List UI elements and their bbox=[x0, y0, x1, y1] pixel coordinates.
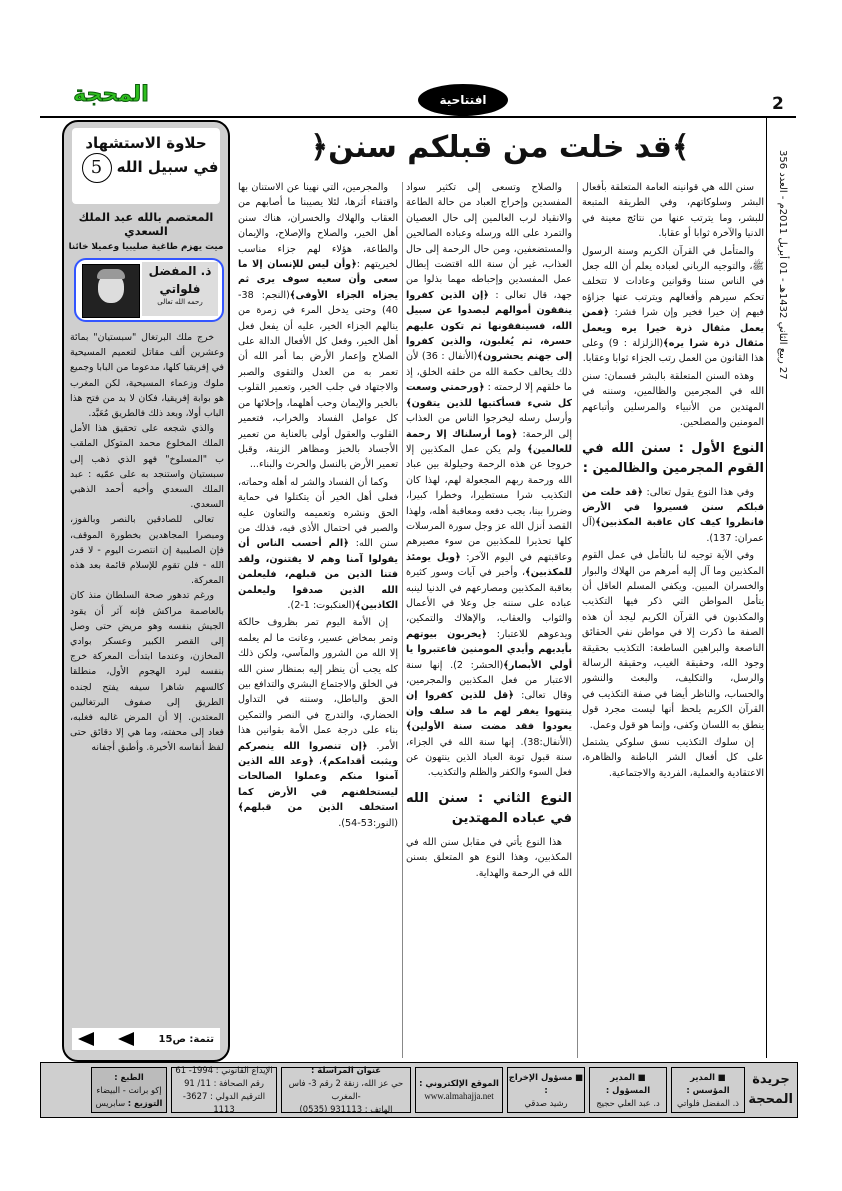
quran-quote: ﴿قد خلت من قبلكم سنن فسيروا في الأرض فانظروا كيف كان عاقبة المكذبين﴾ bbox=[582, 486, 764, 529]
text-run: وكما أن الفساد والشر له أهله وحماته، فعلى أهل الخير أن يتكتلوا في حماية الحق ونشره وتعميمه والتعاون عليه والصبر في احتمال الأذى فيه، فذلك من سنن الله: bbox=[238, 476, 398, 550]
quran-quote: ﴿وأن ليس للإنسان إلا ما سعى وأن سعيه سوف يرى ثم يجزاه الجزاء الأوفى﴾ bbox=[238, 259, 398, 301]
founder-name: ذ. المفضل فلواتي bbox=[676, 1097, 740, 1108]
director-name: د. عبد العلي حجيج bbox=[596, 1097, 660, 1108]
article-column-2 bbox=[406, 180, 572, 1058]
column-divider bbox=[402, 182, 403, 1058]
text-run: وفي هذا النوع يقول تعالى: bbox=[642, 486, 754, 498]
paragraph bbox=[582, 548, 764, 733]
continuation-label: تتمة: ص15 bbox=[158, 1033, 214, 1045]
text-run: والمتأمل في القرآن الكريم وسنة الرسول ﷺ، والتوجيه الرباني لعباده يعلم أن الله جعل في الناس سننا وقوانين وعادات لا تتخلف تحكم سيرهم وأفعالهم ويترتب عنها جزاؤه فيهم إن خيرا فخير وإن شرا فشر: bbox=[582, 245, 764, 319]
layout-name: رشيد صدقي bbox=[524, 1097, 568, 1108]
legal-deposit: الإيداع القانوني : 1994- 61 bbox=[175, 1065, 273, 1075]
sidebar-title-box bbox=[72, 128, 220, 204]
sidebar-paragraph: ورغم تدهور صحة السلطان منذ كان بالعاصمة مراكش فإنه آثر أن يقود الجيش بنفسه وهو مريض حتى وصل إلى القصر الكبير وعسكر بوادي المخازن، وعندما ابتدأت المعركة خرج بنفسه ليرد الهجوم الأول، منطلقا كالسهم شاهرا سيفه يفتح لجنده الطريق إلى صفوف البرتغاليين المعتدين. إلا أن المرض غالبه فغلبه، فعاد إلى محفته، وما هي إلا دقائق حتى لفظ أنفاسه الأخيرة. وأطبق أجفانه bbox=[70, 590, 224, 754]
arrow-left-icon bbox=[78, 1032, 94, 1046]
author-name-1: ذ. المفضل bbox=[148, 264, 212, 278]
director-cell bbox=[589, 1067, 667, 1113]
text-run: (الحشر: 2). إنها سنة الاعتبار من فعل المكذبين والمجرمين، وقال تعالى: bbox=[406, 659, 572, 702]
sidebar-body bbox=[70, 330, 224, 1020]
text-run: وأرسل رسله ليخرجوا الناس من العذاب إلى الرحمة: bbox=[406, 413, 572, 440]
text-run: (الأنفال:38). إنها سنة الله في الجزاء، سنة قبول توبة العباد الذين ينتهون عن فعل السوء والكفر والظلم والتكذيب. bbox=[406, 736, 572, 779]
column-divider bbox=[577, 182, 578, 1058]
address-cell bbox=[281, 1067, 411, 1113]
paragraph bbox=[238, 180, 398, 473]
sidebar-subheadline: ميت يهزم طاغية صليبيا وعميلا خائنا bbox=[68, 242, 224, 252]
sidebar-paragraph: خرج ملك البرتغال "سبستيان" بمائة وعشرين ألف مقاتل لتعميم المسيحية في إفريقيا كلها، مدعوما من البابا وجميع ملوك وزعماء المسيحية، لكن المغرب هو بوابة إفريقيا، فكان لا بد من فتح هذا الباب أولا، وبعد ذلك فالطريق مُعَبَّد. bbox=[70, 332, 224, 420]
column-divider bbox=[766, 118, 767, 1058]
text-run: (الأنفال : 36) لأن ذلك يخالف حكمة الله من خلقه الخلق، إذ ما خلقهم إلا لرحمته : bbox=[406, 351, 572, 394]
issue-line: 27 ربيع الثاني 1432هـ - 01 أبريل 2011م - العدد 356 bbox=[777, 150, 788, 380]
paragraph bbox=[406, 835, 572, 881]
article-column-1 bbox=[582, 180, 764, 1058]
website-link[interactable]: www.almahajja.net bbox=[424, 1091, 494, 1101]
footer-brand: جريدة المحجة bbox=[748, 1072, 793, 1107]
paragraph bbox=[238, 615, 398, 831]
text-run: (الزلزلة : 9) وعلى هذا القانون من العمل رتب الجزاء ثوابا وعقابا. bbox=[582, 338, 764, 365]
paragraph bbox=[582, 485, 764, 547]
footer-imprint bbox=[40, 1062, 798, 1118]
issue-date-strip bbox=[772, 150, 794, 650]
quran-quote: ﴿يخربون بيوتهم بأيديهم وأيدي المومنين فاعتبروا يا أولي الأبصار﴾ bbox=[406, 628, 572, 671]
paragraph bbox=[582, 180, 764, 242]
article-column-3 bbox=[238, 180, 398, 1058]
distributor: سابريس bbox=[95, 1097, 126, 1108]
continuation-link[interactable] bbox=[72, 1028, 220, 1050]
text-run: إن سلوك التكذيب نسق سلوكي يشتمل على كل أفعال الشر الباطنة والظاهرة، الاعتقادية والعملية، الفردية والاجتماعية. bbox=[582, 737, 764, 779]
quran-quote: ﴿إن الذين كفروا ينفقون أموالهم ليصدوا عن سبيل الله، فسينفقونها ثم تكون عليهم حسرة، ثم يُغلبون، والذين كفروا إلى جهنم يحشرون﴾ bbox=[406, 289, 572, 363]
press-number: رقم الصحافة : 11/ 91 bbox=[184, 1078, 264, 1088]
sidebar-paragraph: والذي شجعه على تحقيق هذا الأمل الملك المخلوع محمد المتوكل الملقب ب "المسلوخ" فهو الذي ذهب إلى سبستيان واستنجد به على عمّيه : عبد الملك السعدي وأخيه أحمد الذهبي السعدي. bbox=[70, 423, 224, 511]
quran-quote: ﴿فمن يعمل مثقال ذرة خيرا يره ويعمل مثقال ذرة شرا يره﴾ bbox=[582, 307, 764, 350]
printer: إكو برانت - البيضاء bbox=[96, 1084, 162, 1095]
author-box bbox=[74, 258, 224, 322]
quran-quote: ﴿الم أحسب الناس أن يقولوا آمنا وهم لا يفتنون، ولقد فتنا الذين من قبلهم، فليعلمن الله الذين صدقوا وليعلمن الكاذبين﴾ bbox=[238, 538, 398, 611]
founder-label: ■ المدير المؤسس : bbox=[686, 1071, 730, 1095]
masthead-logo: المحجة bbox=[73, 82, 149, 107]
paragraph bbox=[406, 180, 572, 781]
layout-label: ■ مسؤول الإخراج : bbox=[508, 1071, 584, 1095]
printing-label: الطبع : bbox=[114, 1071, 144, 1082]
address-label: عنوان المراسلة : bbox=[310, 1065, 382, 1075]
arrow-left-icon bbox=[118, 1032, 134, 1046]
sidebar-headline: المعتصم بالله عبد الملك السعدي bbox=[78, 210, 214, 238]
text-run: (العنكبوت: 1-2). bbox=[287, 599, 356, 611]
paragraph bbox=[582, 369, 764, 431]
sidebar-headline-block bbox=[68, 210, 224, 252]
paragraph bbox=[238, 475, 398, 614]
text-run: سنن الله هي قوانينه العامة المتعلقة بأفعال البشر وسلوكاتهم، وفي الطريقة المتبعة للبشر، وما يترتب عنها من نتائج معينة في الدنيا والآخرة ثوابا أو عقابا. bbox=[582, 182, 764, 240]
text-run: ولم يكن عمل المكذبين إلا خروجا عن هذه الرحمة وحيلولة بين عباد الله ورحمة ربهم المجعولة لهم، لهذا كان التكذيب شرا مستطيرا، وخطرا كبيرا، وضررا بينا، يجب دفعه ومعاقبة أهله، ولهذا القصد أنزل الله عز وجل سورة المرسلات كلها تحذيرا للمكذبين من سوء مصيرهم وعاقبتهم في اليوم الآخر: bbox=[406, 443, 572, 563]
text-run: وفي الآية توجيه لنا بالتأمل في عمل القوم المكذبين وما آل إليه أمرهم من الهلاك والبوار والخسران المبين. ويكفي المسلم العاقل أن يتأمل المواطن التي ذكر فيها التكذيب والمكذبون في القرآن الكريم ليجد أن هذه الصفة ما ذكرت إلا في مواطن نفي الحقائق الناصعة والبراهين الساطعة: التكذيب بحقيقة وجود الله، وحقيقة الغيب، وحقيقة الرسالة والرسل، والتكليف، والبعث والنشور والحساب، والناظر أيضا في صفة التكذيب في القرآن الكريم يلحظ أنها ليست مجرد قول ينطق به اللسان وكفى، وإنما هو قول وعمل. bbox=[582, 550, 764, 731]
director-label: ■ المدير المسؤول : bbox=[605, 1071, 651, 1095]
page-number: 2 bbox=[772, 94, 784, 114]
quran-quote: ﴿وما أرسلناك إلا رحمة للعالمين﴾ bbox=[406, 428, 572, 455]
registration-cell bbox=[171, 1067, 277, 1113]
sidebar-title: حلاوة الاستشهاد bbox=[85, 134, 207, 152]
quran-quote: ﴿ويل يومئذ للمكذبين﴾ bbox=[406, 551, 572, 579]
author-name bbox=[142, 262, 218, 316]
paragraph bbox=[582, 735, 764, 781]
section-heading: النوع الأول : سنن الله في القوم المجرمين والظالمين : bbox=[582, 440, 764, 476]
text-run: والمجرمين، التي نهينا عن الاستنان بها واقتفاء أثرها، لئلا يصيبنا ما أصابهم من العقاب والهلاك والخسران، هناك سنن أهل الخير، والصلاح والإصلاح، والإيمان والطاعة، هؤلاء لهم جزاء مناسب لخيريتهم : bbox=[238, 182, 398, 271]
issn: الترقيم الدولي : 3627- 1113 bbox=[182, 1091, 266, 1114]
episode-number: 5 bbox=[82, 153, 112, 183]
text-run: هذا النوع يأتي في مقابل سنن الله في المكذبين، وهذا النوع هو المتعلق بسنن الله في الرحمة والهداية. bbox=[406, 836, 572, 879]
distribution-label: التوزيع : bbox=[127, 1097, 163, 1108]
section-heading: النوع الثاني : سنن الله في عباده المهتدين bbox=[406, 790, 572, 826]
printing-cell bbox=[91, 1067, 167, 1113]
text-run: (آل عمران: 137). bbox=[582, 517, 764, 544]
quran-quote: ﴿إن تنصروا الله ينصركم ويثبت أقدامكم﴾ bbox=[238, 740, 398, 768]
address: حي عز الله، زنقة 2 رقم 3- فاس -المغرب bbox=[288, 1078, 404, 1101]
text-run: إن الأمة اليوم تمر بظروف حالكة وتمر بمخاض عسير، وعانت ما لم يعلمه إلا الله من الشرور والمآسي، ولكن ذلك كله يجب أن ينظر إليه بمنظار سنن الله في الخلق والاجتماع البشري والتدافع بين الحق والباطل، وسننه في التداول الحضاري، والتدرج في النصر والتمكين بناء على درجة عمل الأمة بقوانين هذا الأمر. bbox=[238, 617, 398, 752]
author-name-2: فلواتي bbox=[159, 282, 201, 296]
author-note: رحمه الله تعالى bbox=[157, 298, 203, 306]
phone: الهاتف : 931113 (0535) bbox=[299, 1104, 393, 1114]
founder-cell bbox=[671, 1067, 745, 1113]
sidebar-article bbox=[62, 120, 230, 1062]
quran-quote: ﴿قل للذين كفروا إن ينتهوا يغفر لهم ما قد سلف وإن يعودوا فقد مضت سنة الأولين﴾ bbox=[406, 690, 572, 733]
quran-quote: ﴿ورحمتي وسعت كل شيء فسأكتبها للذين يتقون﴾ bbox=[406, 382, 572, 409]
text-run: (النور:53-54). bbox=[338, 817, 398, 829]
sidebar-title-2: في سبيل الله bbox=[116, 158, 219, 176]
text-run: وهذه السنن المتعلقة بالبشر قسمان: سنن الله في المجرمين والظالمين، وسننه في المهتدين من الأنبياء والمرسلين وأتباعهم المومنين والمصلحين. bbox=[582, 370, 764, 429]
text-run: ، وأخبر في آيات وسور كثيرة بعاقبة المكذبين ومصارعهم في الدنيا لينبه عباده على سننه جل وعلا في الأعمال والثواب والعقاب، والإهلاك والتمكين، ويدعوهم للاعتبار: bbox=[406, 567, 572, 640]
text-run: (النجم: 38-40) وحتى يدخل المرء في زمرة من ينالهم الجزاء الخير، عليه أن يفعل فعل أهل الخير، وفعل كل الأفعال الدالة على الصلاح وإعمار الأرض بما أمر الله أن تعمر به من العدل والتقوى والصبر والاجتهاد في جلب الخير، وتعمير القلوب بالخير والإيمان وحب أهلهما، وإخلائها من كل عوامل الفساد والخراب، فتعمير القلوب والعقول أولى بالعناية من تعمير الأجساد بالخبز ومظاهر الزينة، وقبل تعمير الأرض بالنسل والحرث والبناء... bbox=[238, 289, 398, 471]
article-title: ﴿قد خلت من قبلكم سنن﴾ bbox=[310, 130, 690, 165]
section-badge: افتتاحية bbox=[418, 84, 508, 116]
text-run: والصلاح وتسعى إلى تكثير سواد المفسدين وإخراج العباد من حالة الطاعة والانقياد لرب العالمين إلى حال العصيان والتمرد على الله ورسله وعباده الصالحين والمستضعفين، ومن حال الرحمة إلى حال العذاب، غير أن سنة الله اقتضت إبطال عمل المفسدين وإحباطه مهما بذلوا من جهد، قال تعالى : bbox=[406, 182, 572, 301]
text-run: ، bbox=[313, 756, 322, 768]
header-rule bbox=[40, 116, 796, 118]
paragraph bbox=[582, 244, 764, 367]
layout-cell bbox=[507, 1067, 585, 1113]
author-photo bbox=[82, 264, 140, 318]
sidebar-paragraph: تعالى للصادقين بالنصر وبالفوز، ومبصرا المجاهدين بخطورة الموقف، فإن الصليبية إن انتصرت اليوم - لا قدر الله - فلن تقوم للإسلام قائمة بعد هذه المعركة. bbox=[70, 514, 224, 587]
website-cell bbox=[415, 1067, 503, 1113]
website-label: الموقع الإلكتروني : bbox=[419, 1078, 499, 1088]
quran-quote: ﴿وعد الله الذين آمنوا منكم وعملوا الصالحات ليستخلفنهم في الأرض كما استخلف الذين من قبلهم﴾ bbox=[238, 756, 398, 814]
